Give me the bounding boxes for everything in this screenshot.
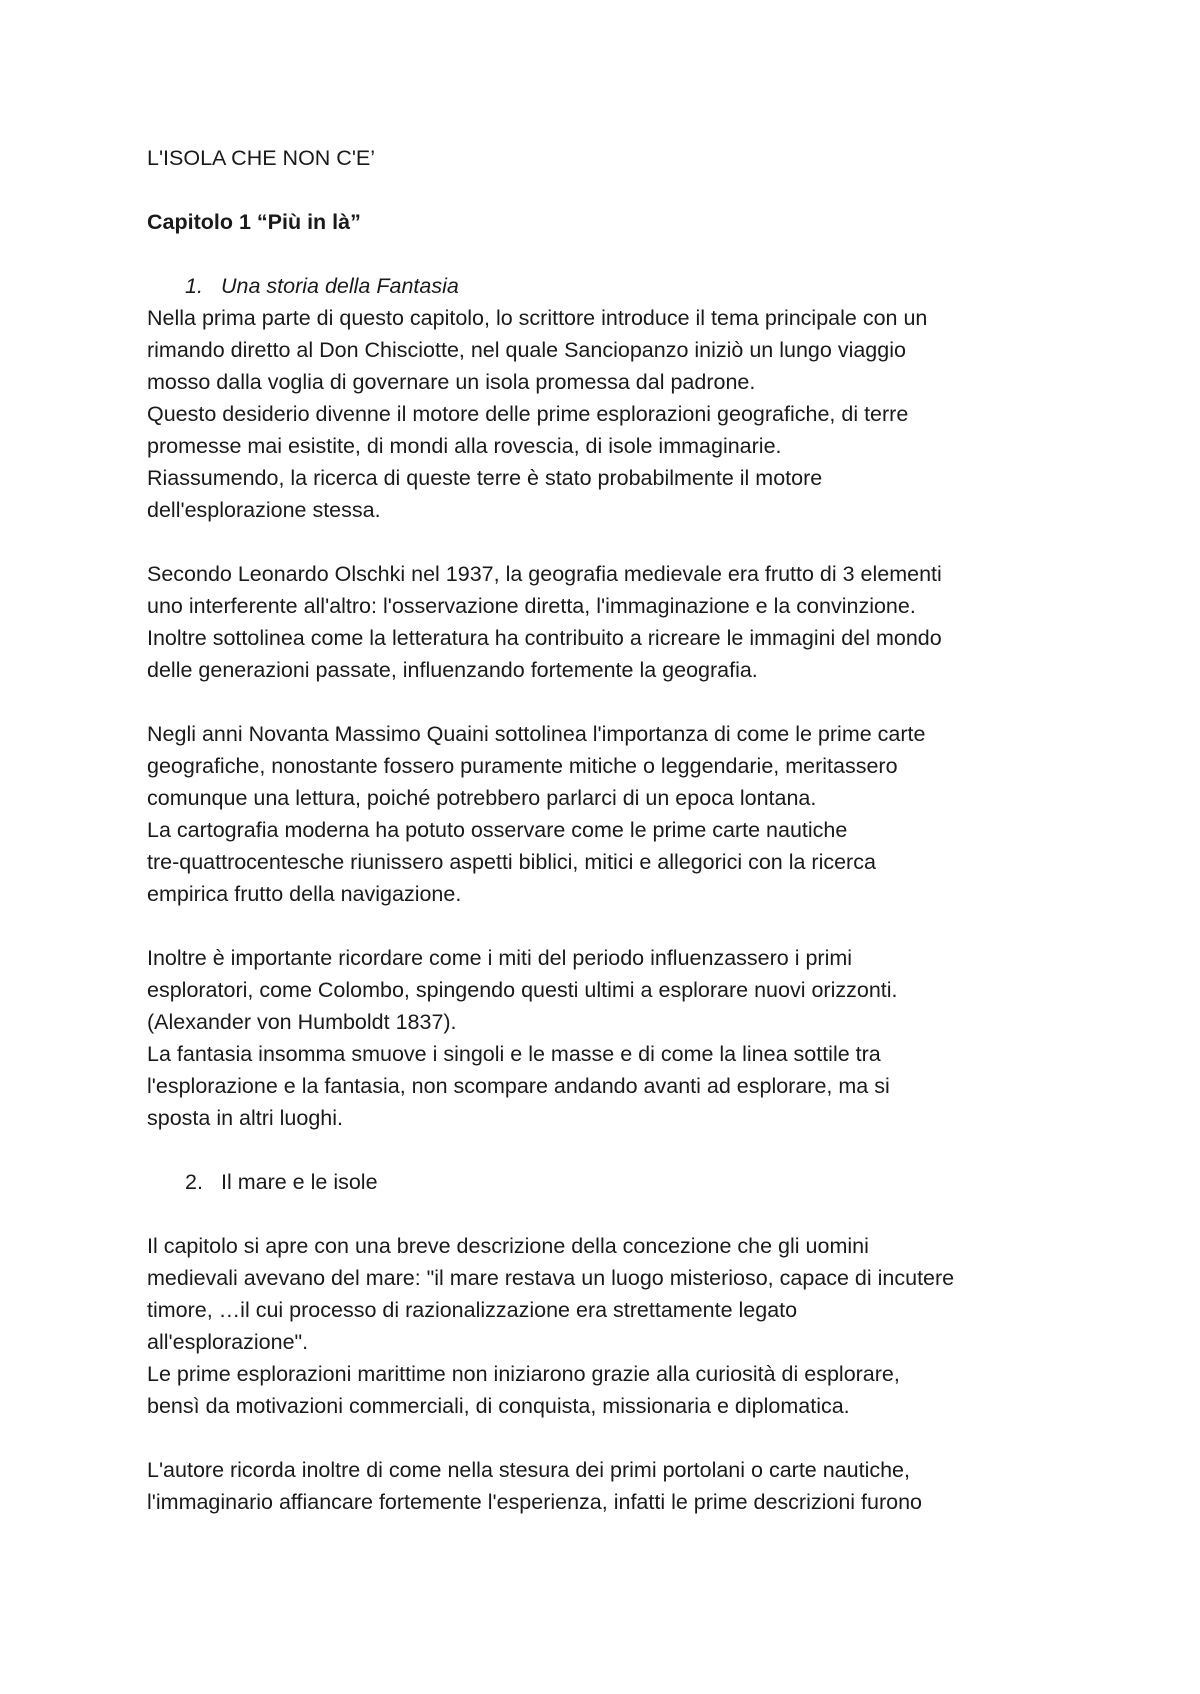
paragraph-spacer — [147, 1134, 1077, 1166]
paragraph: Negli anni Novanta Massimo Quaini sottolinea l'importanza di come le prime carte geografiche, nonostante fossero puramente mitiche o leggendarie, meritassero comunque una lettura, poiché potrebbero parlarci di un epoca lontana. La cartografia moderna ha potuto osservare come le prime carte nautiche tre-quattrocentesche riunissero aspetti biblici, mitici e allegorici con la ricerca empirica frutto della navigazione. — [147, 722, 926, 906]
section-heading-1 — [147, 270, 1077, 302]
chapter-title: Capitolo 1 “Più in là” — [147, 210, 361, 234]
section-number: 2. — [185, 1170, 203, 1194]
paragraph-spacer — [147, 910, 1077, 942]
paragraph: Nella prima parte di questo capitolo, lo scrittore introduce il tema principale con un rimando diretto al Don Chisciotte, nel quale Sanciopanzo iniziò un lungo viaggio mosso dalla voglia di governare un isola promessa dal padrone. Questo desiderio divenne il motore delle prime esplorazioni geografiche, di terre promesse mai esistite, di mondi alla rovescia, di isole immaginarie. Riassumendo, la ricerca di queste terre è stato probabilmente il motore dell'esplorazione stessa. — [147, 306, 928, 522]
paragraph-spacer — [147, 686, 1077, 718]
paragraph-spacer — [147, 1422, 1077, 1454]
paragraph: Il capitolo si apre con una breve descrizione della concezione che gli uomini medievali avevano del mare: "il mare restava un luogo misterioso, capace di incutere timore, …il cui processo di razionalizzazione era strettamente legato all'esplorazione". Le prime esplorazioni marittime non iniziarono grazie alla curiosità di esplorare, bensì da motivazioni commerciali, di conquista, missionaria e diplomatica. — [147, 1234, 955, 1418]
section-number: 1. — [185, 274, 203, 298]
paragraph: Secondo Leonardo Olschki nel 1937, la geografia medievale era frutto di 3 elementi uno interferente all'altro: l'osservazione diretta, l'immaginazione e la convinzione. Inoltre sottolinea come la letteratura ha contribuito a ricreare le immagini del mondo delle generazioni passate, influenzando fortemente la geografia. — [147, 562, 942, 682]
section-heading-2 — [147, 1166, 1077, 1198]
paragraph: L'autore ricorda inoltre di come nella stesura dei primi portolani o carte nautiche, l'immaginario affiancare fortemente l'esperienza, infatti le prime descrizioni furono — [147, 1458, 923, 1514]
section-heading-text: Il mare e le isole — [221, 1170, 378, 1194]
paragraph-spacer — [147, 1198, 1077, 1230]
document-title: L'ISOLA CHE NON C'E’ — [147, 146, 376, 170]
paragraph: Inoltre è importante ricordare come i miti del periodo influenzassero i primi esploratori, come Colombo, spingendo questi ultimi a esplorare nuovi orizzonti. (Alexander von Humboldt 1837). La fantasia insomma smuove i singoli e le masse e di come la linea sottile tra l'esplorazione e la fantasia, non scompare andando avanti ad esplorare, ma si sposta in altri luoghi. — [147, 946, 898, 1130]
document-body — [147, 142, 1077, 1518]
paragraph-spacer — [147, 526, 1077, 558]
section-heading-text: Una storia della Fantasia — [221, 274, 459, 298]
